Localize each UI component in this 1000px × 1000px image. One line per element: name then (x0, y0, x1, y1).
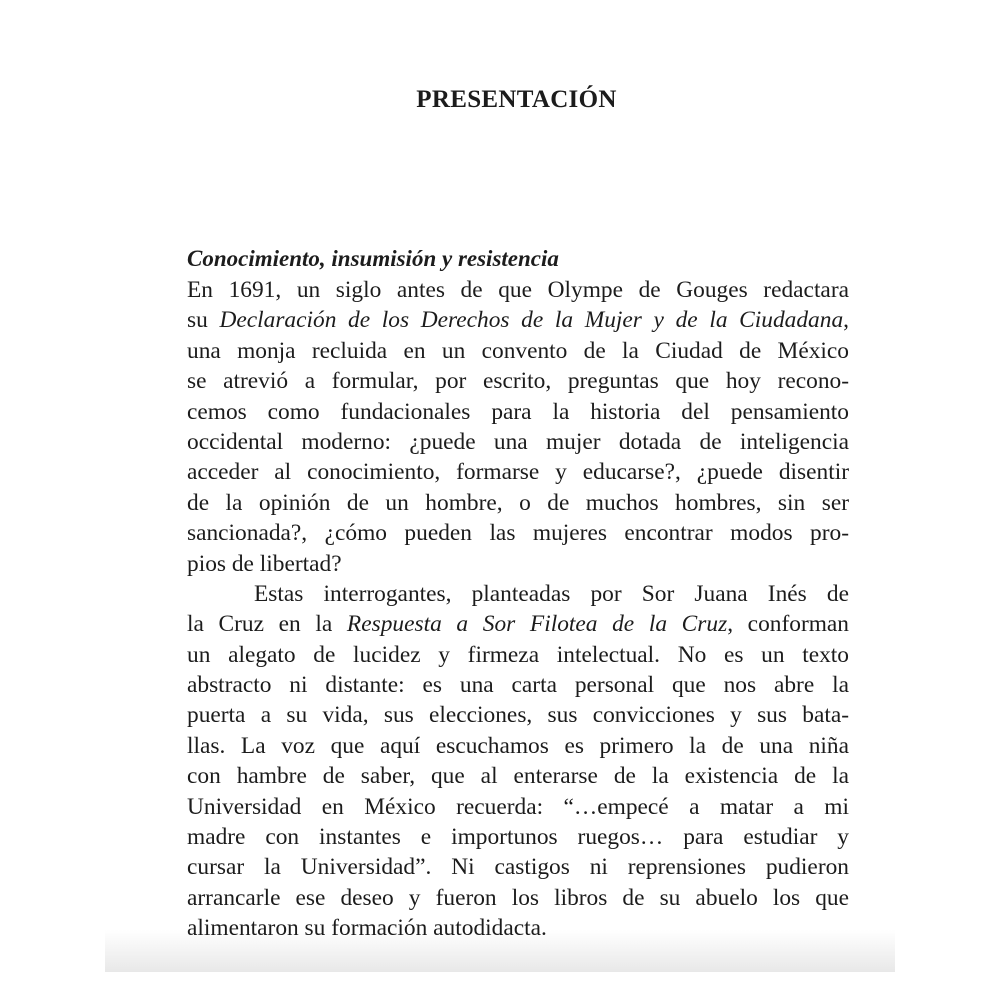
page-title: PRESENTACIÓN (416, 86, 617, 113)
italic-title: Respuesta a Sor Filotea de la Cruz (346, 611, 728, 638)
text-line: arrancarle ese deseo y fueron los libros de su abuelo los que (187, 884, 849, 911)
text-line: se atrevió a formular, por escrito, preguntas que hoy recono- (187, 368, 849, 395)
text-line: cursar la Universidad”. Ni castigos ni reprensiones pudieron (187, 854, 849, 881)
section-heading: Conocimiento, insumisión y resistencia (187, 246, 559, 271)
italic-title: Declaración de los Derechos de la Mujer y de la Ciudadana (219, 307, 844, 334)
body-text (187, 275, 849, 944)
text-line: abstracto ni distante: es una carta personal que nos abre la (187, 672, 849, 699)
text-line: madre con instantes e importunos ruegos… para estudiar y (187, 824, 849, 851)
text-line: un alegato de lucidez y firmeza intelectual. No es un texto (187, 641, 849, 668)
text-fragment: su (187, 307, 220, 334)
text-line: con hambre de saber, que al enterarse de la existencia de la (187, 763, 849, 790)
text-line: pios de libertad? (187, 550, 342, 577)
text-line: cemos como fundacionales para la historia del pensamiento (187, 398, 849, 425)
text-fragment: , conforman (727, 611, 850, 638)
text-line (187, 305, 849, 335)
text-line: una monja recluida en un convento de la Ciudad de México (187, 337, 849, 364)
text-line: Universidad en México recuerda: “…empecé a matar a mi (187, 793, 849, 820)
text-fragment: la Cruz en la (187, 611, 347, 638)
text-line: acceder al conocimiento, formarse y educarse?, ¿puede disentir (187, 459, 849, 486)
text-line: En 1691, un siglo antes de que Olympe de Gouges redactara (187, 277, 849, 303)
text-line: de la opinión de un hombre, o de muchos hombres, sin ser (187, 489, 849, 516)
text-line: sancionada?, ¿cómo pueden las mujeres encontrar modos pro- (187, 520, 849, 547)
text-line (187, 609, 849, 639)
text-line: occidental moderno: ¿puede una mujer dotada de inteligencia (187, 428, 849, 455)
text-fragment: , (843, 307, 849, 334)
text-line: llas. La voz que aquí escuchamos es primero la de una niña (187, 732, 849, 759)
text-line: Estas interrogantes, planteadas por Sor Juana Inés de (254, 580, 849, 607)
text-line: puerta a su vida, sus elecciones, sus convicciones y sus bata- (187, 702, 849, 729)
text-line: alimentaron su formación autodidacta. (187, 915, 547, 942)
